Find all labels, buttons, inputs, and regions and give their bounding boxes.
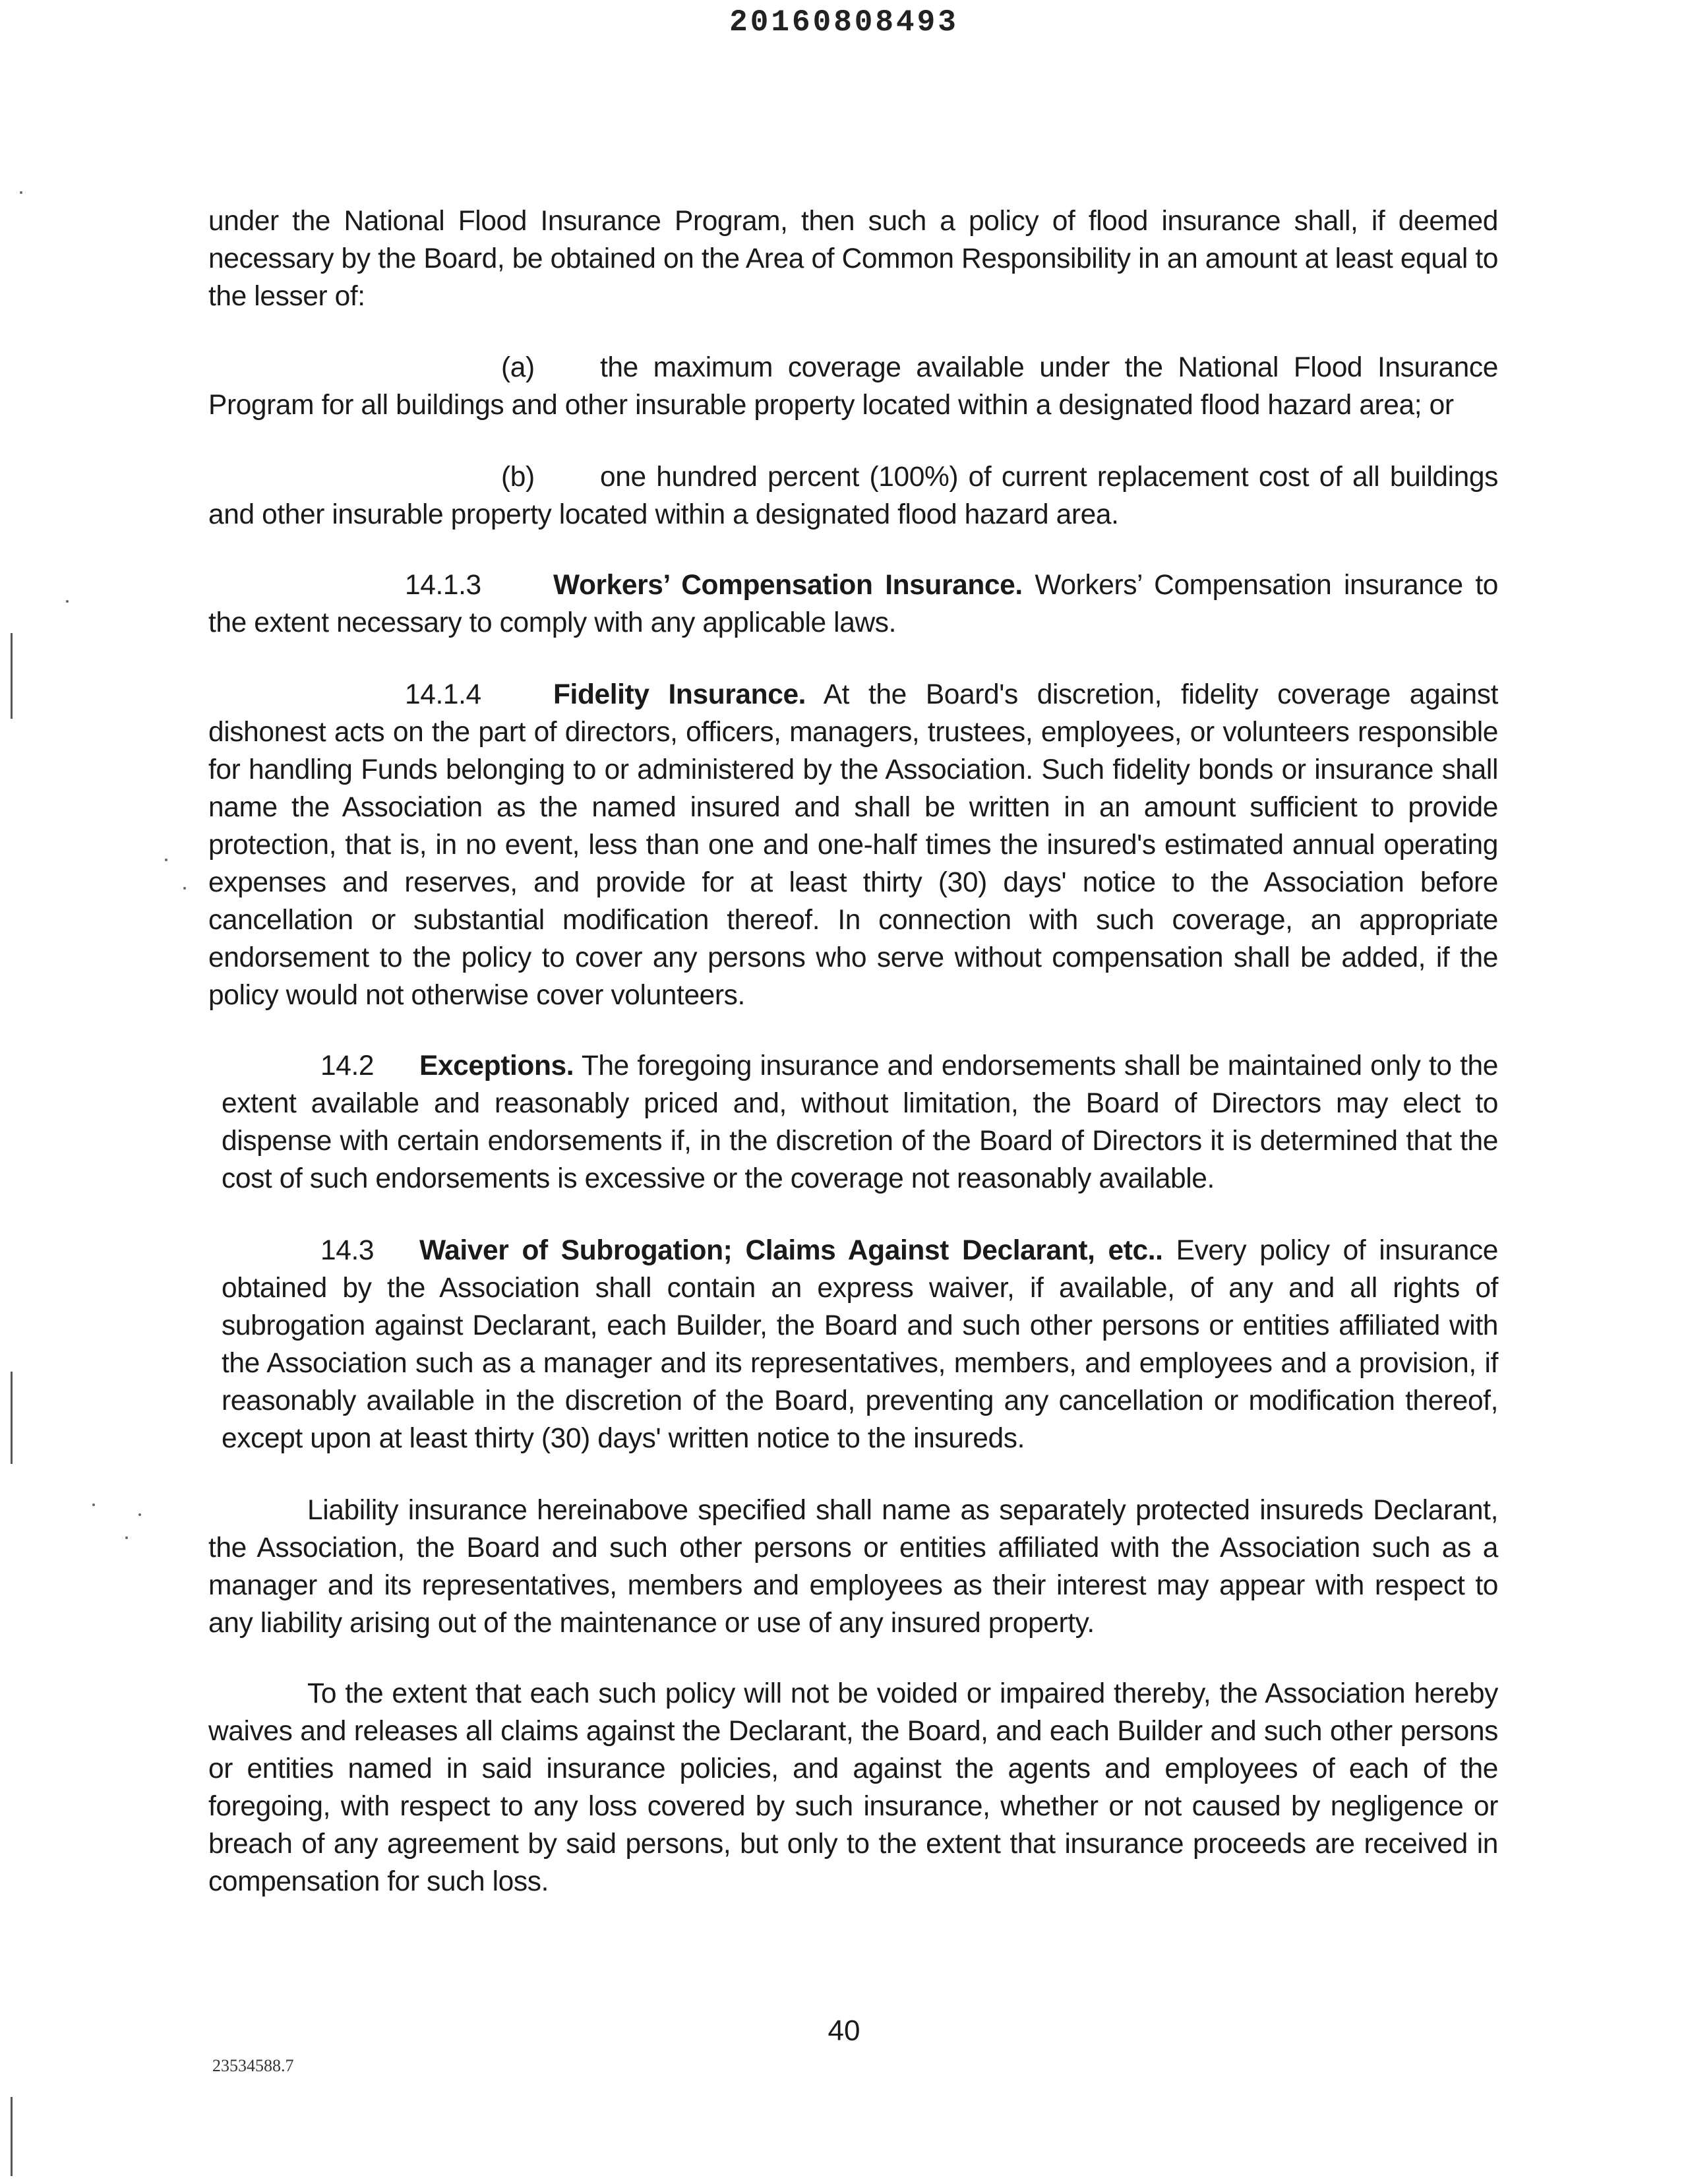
page-number: 40 — [828, 2015, 860, 2047]
section-14-1-4-number: 14.1.4 — [405, 679, 481, 710]
section-14-1-4 — [208, 676, 1498, 1014]
section-14-1-3-number: 14.1.3 — [405, 570, 481, 601]
scan-artifact-dot — [20, 191, 22, 194]
document-number: 20160808493 — [729, 5, 959, 40]
item-a-label: (a) — [501, 352, 535, 383]
paragraph-item-a — [208, 349, 1498, 424]
section-14-1-3-title: Workers’ Compensation Insurance. — [553, 570, 1023, 601]
scan-artifact-line — [11, 2097, 13, 2176]
item-b-text: one hundred percent (100%) of current replacement cost of all buildings and other insurable property located within a designated flood hazard area. — [208, 462, 1498, 530]
section-14-3-title: Waiver of Subrogation; Claims Against Declarant, etc.. — [419, 1235, 1163, 1266]
item-b-label: (b) — [501, 462, 535, 493]
scan-artifact-dot — [125, 1536, 128, 1539]
section-14-1-4-text: At the Board's discretion, fidelity coverage against dishonest acts on the part of directors, officers, managers, trustees, employees, or volunteers responsible for handling Funds belonging to or administered by the Association. Such fidelity bonds or insurance shall name the Association as the named insured and shall be written in an amount sufficient to provide protection, that is, in no event, less than one and one-half times the insured's estimated annual operating expenses and reserves, and provide for at least thirty (30) days' notice to the Association before cancellation or substantial modification thereof. In connection with such coverage, an appropriate endorsement to the policy to cover any persons who serve without compensation shall be added, if the policy would not otherwise cover volunteers. — [208, 679, 1499, 1011]
scan-artifact-dot — [165, 859, 167, 861]
scan-artifact-line — [11, 1372, 13, 1464]
paragraph-item-b — [208, 458, 1498, 533]
item-a-text: the maximum coverage available under the National Flood Insurance Program for all buildings and other insurable property located within a designated flood hazard area; or — [208, 352, 1498, 421]
section-14-3-text: Every policy of insurance obtained by the Association shall contain an express waiver, if available, of any and all rights of subrogation against Declarant, each Builder, the Board and such other persons or entities affiliated with the Association such as a manager and its representatives, members, and employees and a provision, if reasonably available in the discretion of the Board, preventing any cancellation or modification thereof, except upon at least thirty (30) days' written notice to the insureds. — [222, 1235, 1498, 1454]
section-14-1-3 — [208, 566, 1498, 642]
section-14-3-number: 14.3 — [320, 1235, 375, 1266]
scan-artifact-dot — [138, 1513, 141, 1516]
section-14-2 — [222, 1047, 1498, 1198]
paragraph-liability: Liability insurance hereinabove specified shall name as separately protected insureds Declarant, the Association, the Board and such other persons or entities affiliated with the Association such as a manager and its representatives, members and employees as their interest may appear with respect to any liability arising out of the maintenance or use of any insured property. — [208, 1495, 1498, 1639]
scan-artifact-dot — [66, 600, 69, 603]
scan-artifact-dot — [183, 887, 186, 890]
section-14-1-3-text: Workers’ Compensation insurance to the extent necessary to comply with any applicable laws. — [208, 570, 1499, 638]
section-14-1-4-title: Fidelity Insurance. — [553, 679, 806, 710]
paragraph-flood-intro: under the National Flood Insurance Program, then such a policy of flood insurance shall, if deemed necessary by the Board, be obtained on the Area of Common Responsibility in an amount at least equal to the lesser of: — [208, 206, 1498, 312]
scan-artifact-dot — [92, 1503, 95, 1506]
scan-artifact-line — [11, 633, 13, 719]
section-14-2-text: The foregoing insurance and endorsements shall be maintained only to the extent available and reasonably priced and, without limitation, the Board of Directors may elect to dispense with certain endorsements if, in the discretion of the Board of Directors it is determined that the cost of such endorsements is excessive or the coverage not reasonably available. — [222, 1050, 1498, 1194]
document-id: 23534588.7 — [212, 2056, 294, 2075]
paragraph-waiver-release: To the extent that each such policy will not be voided or impaired thereby, the Association hereby waives and releases all claims against the Declarant, the Board, and each Builder and such other persons or entities named in said insurance policies, and against the agents and employees of each of the foregoing, with respect to any loss covered by such insurance, whether or not caused by negligence or breach of any agreement by said persons, but only to the extent that insurance proceeds are received in compensation for such loss. — [208, 1678, 1498, 1897]
section-14-3 — [222, 1232, 1498, 1457]
section-14-2-title: Exceptions. — [419, 1050, 574, 1081]
section-14-2-number: 14.2 — [320, 1050, 375, 1081]
